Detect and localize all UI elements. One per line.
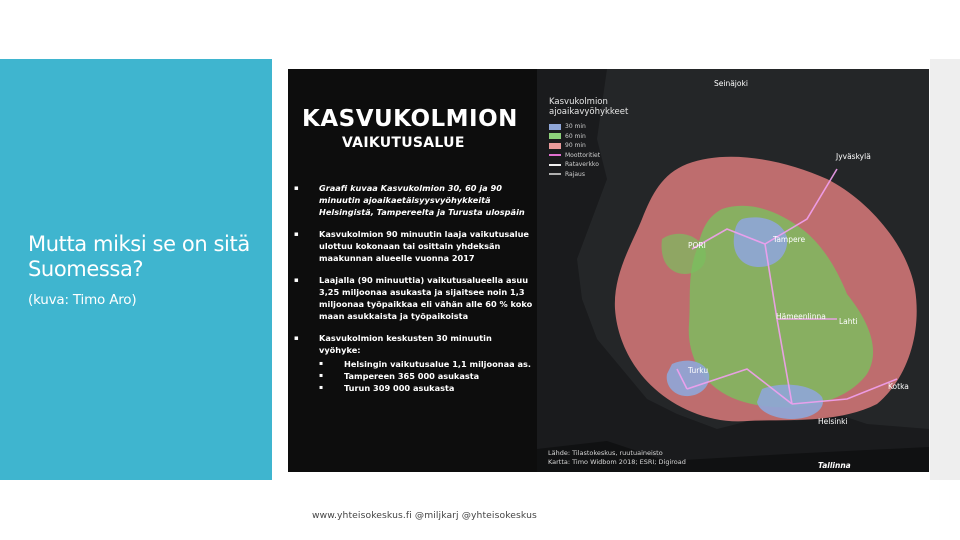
bullet-item (294, 332, 534, 394)
legend-row (549, 141, 669, 151)
infographic-figure (288, 69, 929, 472)
figure-bullet-list (294, 182, 534, 404)
legend-swatch (549, 154, 561, 156)
legend-label: 30 min (565, 123, 586, 131)
legend-row (549, 151, 669, 161)
legend-swatch (549, 164, 561, 166)
map-label-tallinna: Tallinna (818, 461, 851, 470)
map-label-jyvaskyla: Jyväskylä (836, 152, 871, 161)
sub-item-text: Helsingin vaikutusalue 1,1 miljoonaa as. (344, 359, 531, 369)
map-label-turku: Turku (688, 366, 709, 375)
map-legend (549, 97, 669, 179)
bullet-item (294, 182, 534, 218)
bullet-text: Laajalla (90 minuuttia) vaikutusalueella asuu 3,25 miljoonaa asukasta ja sijaitsee noin 1,3 miljoonaa työpaikkaa eli vähän alle 60 % koko maan asukkaista ja työpaikoista (319, 275, 533, 321)
legend-row (549, 160, 669, 170)
legend-swatch (549, 173, 561, 175)
map-label-helsinki: Helsinki (818, 417, 848, 426)
slide-footer: www.yhteisokeskus.fi @miljkarj @yhteisokeskus (312, 510, 537, 521)
bullet-text: Kasvukolmion keskusten 30 minuutin vyöhyke: (319, 333, 492, 355)
legend-row (549, 170, 669, 180)
bullet-marker: ▪ (294, 276, 299, 284)
sub-item-text: Tampereen 365 000 asukasta (344, 371, 480, 381)
sub-list (319, 358, 534, 394)
legend-swatch (549, 143, 561, 149)
sub-list-item (319, 358, 534, 370)
bullet-text: Kasvukolmion 90 minuutin laaja vaikutusalue ulottuu kokonaan tai osittain yhdeksän maakunnan alueelle vuonna 2017 (319, 229, 529, 263)
map-label-tampere: Tampere (773, 235, 806, 244)
legend-label: 90 min (565, 142, 586, 150)
legend-swatch (549, 124, 561, 130)
map-label-seinajoki: Seinäjoki (714, 79, 748, 88)
bullet-item (294, 228, 534, 264)
map-label-pori: PORI (688, 241, 706, 250)
bullet-marker: ▪ (294, 334, 299, 342)
map-label-kotka: Kotka (888, 382, 909, 391)
legend-label: Moottoritiet (565, 151, 601, 159)
sub-bullet-marker: ▪ (319, 384, 324, 391)
legend-label: Rataverkko (565, 161, 599, 169)
legend-swatch (549, 133, 561, 139)
right-edge-strip (930, 59, 960, 480)
image-credit: (kuva: Timo Aro) (28, 292, 137, 308)
map-label-lahti: Lahti (839, 317, 858, 326)
sub-item-text: Turun 309 000 asukasta (344, 383, 455, 393)
figure-title: KASVUKOLMION (302, 106, 518, 132)
bullet-text: Graafi kuvaa Kasvukolmion 30, 60 ja 90 minuutin ajoaikaetäisyysvyöhykkeitä Helsingistä, Tampereelta ja Turusta ulospäin (319, 183, 525, 217)
source-line: Kartta: Timo Widbom 2018; ESRI; Digiroad (548, 457, 686, 466)
sub-bullet-marker: ▪ (319, 372, 324, 379)
source-line: Lähde: Tilastokeskus, ruutuaineisto (548, 449, 663, 457)
bullet-marker: ▪ (294, 184, 299, 192)
sub-list-item (319, 382, 534, 394)
slide-title: Mutta miksi se on sitä Suomessa? (28, 232, 250, 281)
legend-row (549, 122, 669, 132)
sub-bullet-marker: ▪ (319, 360, 324, 367)
bullet-item (294, 274, 534, 322)
sub-list-item (319, 370, 534, 382)
map-label-hameenlinna: Hämeenlinna (776, 312, 826, 321)
legend-label: Rajaus (565, 170, 585, 178)
legend-label: 60 min (565, 132, 586, 140)
legend-row (549, 132, 669, 142)
legend-title: Kasvukolmion ajoaikavyöhykkeet (549, 97, 629, 117)
map-source (548, 449, 698, 466)
bullet-marker: ▪ (294, 230, 299, 238)
figure-subtitle: VAIKUTUSALUE (342, 135, 465, 151)
